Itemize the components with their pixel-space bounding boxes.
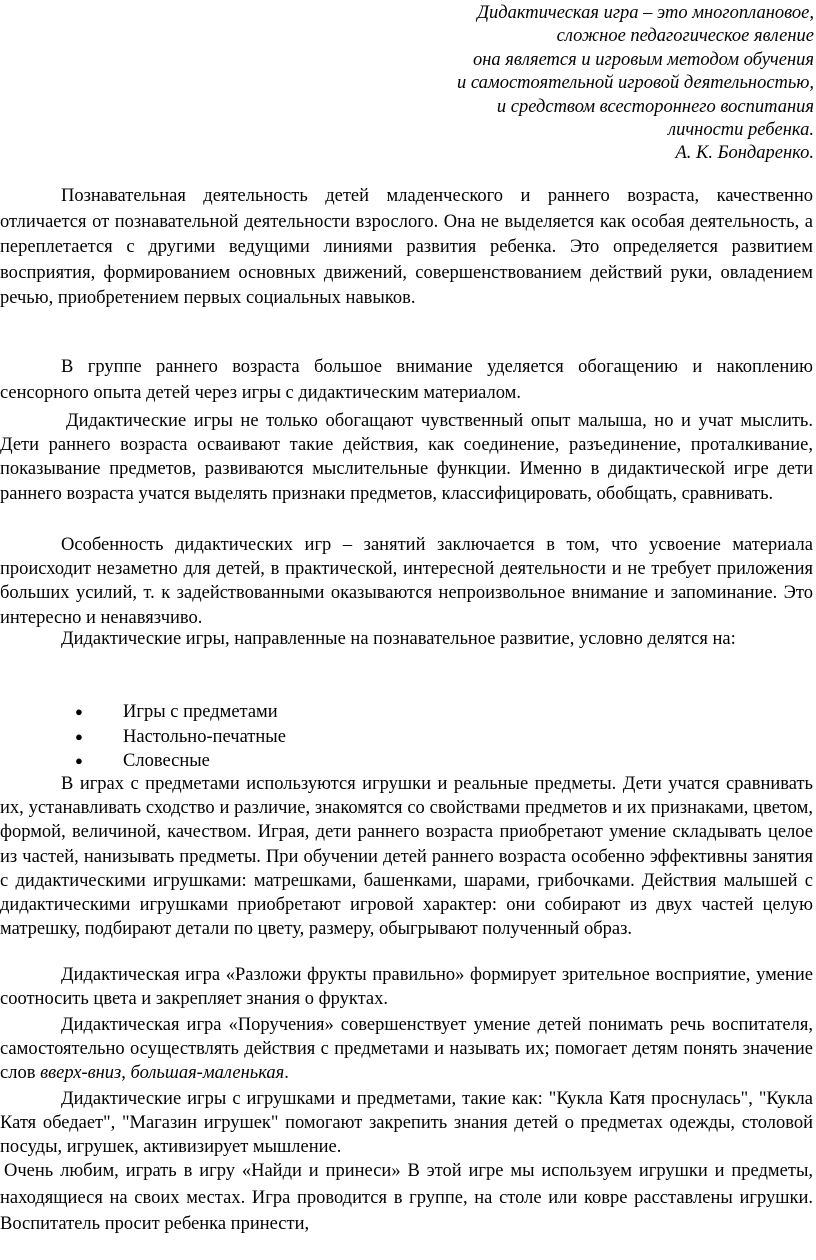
paragraph: В группе раннего возраста большое внимание уделяется обогащению и накоплению сенсорного опыта детей через игры с дидактическим материалом.	[0, 357, 813, 403]
epigraph-line: сложное педагогическое явление	[556, 26, 814, 47]
paragraph: Особенность дидактических игр – занятий заключается в том, что усвоение материала происходит незаметно для детей, в практической, интересной деятельности и не требует приложения больших усилий, т. к задействованными оказываются непроизвольное внимание и запоминание. Это интересно и ненавязчиво.	[0, 535, 813, 628]
bullet-icon: ●	[75, 753, 83, 768]
epigraph-line: и самостоятельной игровой деятельностью,	[457, 73, 814, 94]
list-item: ● Игры с предметами	[0, 700, 813, 725]
paragraph: Дидактические игры с игрушками и предметами, такие как: "Кукла Катя проснулась", "Кукла Катя обедает", "Магазин игрушек" помогают закрепить знания детей о предметах одежды, столовой посуды, игрушек, активизирует мышление.	[0, 1089, 813, 1158]
epigraph-author: А. К. Бондаренко.	[675, 143, 814, 164]
paragraph: Дидактические игры не только обогащают чувственный опыт малыша, но и учат мыслить. Дети раннего возраста осваивают такие действия, как соединение, разъединение, проталкивание, показывание предметов, развиваются мыслительные функции. Именно в дидактической игре дети раннего возраста учатся выделять признаки предметов, классифицировать, обобщать, сравнивать.	[0, 411, 813, 504]
paragraph: Познавательная деятельность детей младенческого и раннего возраста, качественно отличается от познавательной деятельности взрослого. Она не выделяется как особая деятельность, а переплетается с другими ведущими линиями развития ребенка. Это определяется развитием восприятия, формированием основных движений, совершенствованием действий руки, овладением речью, приобретением первых социальных навыков.	[0, 186, 813, 309]
emphasis-text: большая-маленькая	[130, 1063, 285, 1084]
epigraph-line: личности ребенка.	[668, 120, 814, 141]
category-list	[0, 700, 813, 774]
paragraph: В играх с предметами используются игрушки и реальные предметы. Дети учатся сравнивать их, устанавливать сходство и различие, знакомятся со свойствами предметов и их признаками, цветом, формой, величиной, качеством. Играя, дети раннего возраста приобретают умение складывать целое из частей, нанизывать предметы. При обучении детей раннего возраста особенно эффективны занятия с дидактическими игрушками: матрешками, башенками, шарами, грибочками. Действия малышей с дидактическими игрушками приобретают игровой характер: они собирают из двух частей целую матрешку, подбирают детали по цвету, размеру, обыгрывают полученный образ.	[0, 774, 813, 940]
epigraph-line: она является и игровым методом обучения	[472, 49, 814, 70]
paragraph: Дидактическая игра «Поручения» совершенствует умение детей понимать речь воспитателя, самостоятельно осуществлять действия с предметами и называть их; помогает детям понять значение слов вверх-вниз, большая-маленькая.	[0, 1015, 813, 1084]
bullet-icon: ●	[75, 728, 83, 744]
epigraph	[294, 2, 814, 166]
epigraph-line: Дидактическая игра – это многоплановое,	[477, 3, 814, 23]
paragraph: Дидактическая игра «Разложи фрукты правильно» формирует зрительное восприятие, умение соотносить цвета и закрепляет знания о фруктах.	[0, 965, 813, 1010]
paragraph: Очень любим, играть в игру «Найди и принеси» В этой игре мы используем игрушки и предметы, находящиеся на своих местах. Игра проводится в группе, на столе или ковре расставлены игрушки. Воспитатель просит ребенка принести,	[0, 1161, 813, 1234]
epigraph-line: и средством всестороннего воспитания	[496, 96, 814, 117]
emphasis-text: вверх-вниз	[40, 1063, 122, 1084]
list-item: ● Настольно-печатные	[0, 725, 813, 750]
bullet-icon: ●	[75, 704, 83, 719]
list-item: ● Словесные	[0, 749, 813, 774]
paragraph: Дидактические игры, направленные на познавательное развитие, условно делятся на:	[61, 629, 736, 649]
